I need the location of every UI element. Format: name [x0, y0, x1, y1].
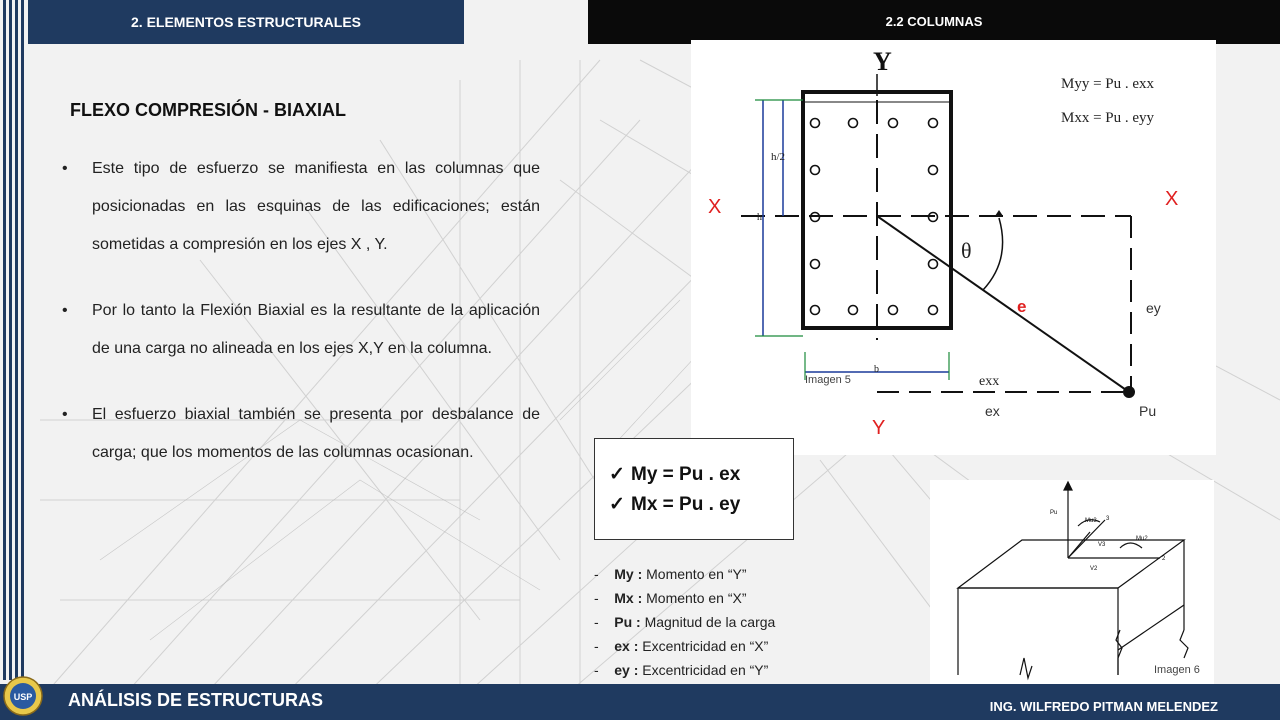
definitions-list [594, 562, 854, 682]
university-logo [2, 674, 44, 718]
logo-text: USP [13, 692, 33, 702]
formula-my: ✓ My = Pu . ex [609, 464, 741, 485]
definition-item: - ey : Excentricidad en “Y” [594, 662, 769, 678]
subsection-header: 2.2 COLUMNAS [588, 0, 1280, 44]
pu-label: Pu [1139, 403, 1157, 419]
h-label: h [757, 212, 762, 223]
slide-title: FLEXO COMPRESIÓN - BIAXIAL [70, 100, 347, 120]
image5-caption: Imagen 5 [805, 374, 851, 386]
check-icon: ✓ [609, 494, 625, 515]
column-diagram-svg [691, 40, 1216, 455]
axis2-label: 2 [1162, 556, 1166, 562]
x-axis-right: X [1165, 188, 1179, 210]
theta-label: θ [961, 238, 972, 263]
y-axis-bottom: Y [872, 417, 886, 439]
definition-item: - ex : Excentricidad en “X” [594, 638, 769, 654]
exx-label: exx [979, 374, 1000, 389]
equation-myy: Myy = Pu . exx [1061, 76, 1155, 92]
block-diagram [930, 480, 1214, 685]
left-stripes [0, 0, 26, 680]
check-icon: ✓ [609, 464, 625, 485]
pu-force-label: Pu [1050, 510, 1058, 516]
mu2-label: Mu2 [1136, 536, 1148, 542]
formula-box [594, 438, 794, 540]
block-diagram-svg [930, 480, 1214, 685]
bullet-item: • El esfuerzo biaxial también se presenta por desbalance de carga; que los momentos de las columnas ocasionan. [62, 396, 540, 472]
h-half-label: h/2 [771, 151, 786, 163]
formula-mx: ✓ Mx = Pu . ey [609, 494, 741, 515]
ey-label: ey [1146, 300, 1161, 316]
image6-caption: Imagen 6 [1154, 664, 1200, 676]
column-diagram [691, 40, 1216, 455]
definition-item: - Mx : Momento en “X” [594, 590, 747, 606]
x-axis-left: X [708, 196, 722, 218]
b-label: b [874, 364, 879, 375]
axis3-label: 3 [1106, 516, 1110, 522]
bullet-item: • Por lo tanto la Flexión Biaxial es la resultante de la aplicación de una carga no alineada en los ejes X,Y en la columna. [62, 292, 540, 368]
equation-mxx: Mxx = Pu . eyy [1061, 110, 1155, 126]
v3-label: V3 [1098, 542, 1106, 548]
e-label: e [1017, 297, 1027, 316]
mu3-label: Mu3 [1085, 518, 1097, 524]
y-axis-top: Y [873, 47, 892, 76]
definition-item: - My : Momento en “Y” [594, 566, 747, 582]
ex-label: ex [985, 403, 1000, 419]
v2-label: V2 [1090, 566, 1098, 572]
bullet-list [62, 150, 540, 500]
definition-item: - Pu : Magnitud de la carga [594, 614, 776, 630]
bullet-item: • Este tipo de esfuerzo se manifiesta en las columnas que posicionadas en las esquinas de las edificaciones; están sometidas a compresión en los ejes X , Y. [62, 150, 540, 264]
section-header: 2. ELEMENTOS ESTRUCTURALES [28, 0, 464, 44]
author-name: ING. WILFREDO PITMAN MELENDEZ [989, 699, 1218, 714]
course-name: ANÁLISIS DE ESTRUCTURAS [68, 690, 324, 710]
